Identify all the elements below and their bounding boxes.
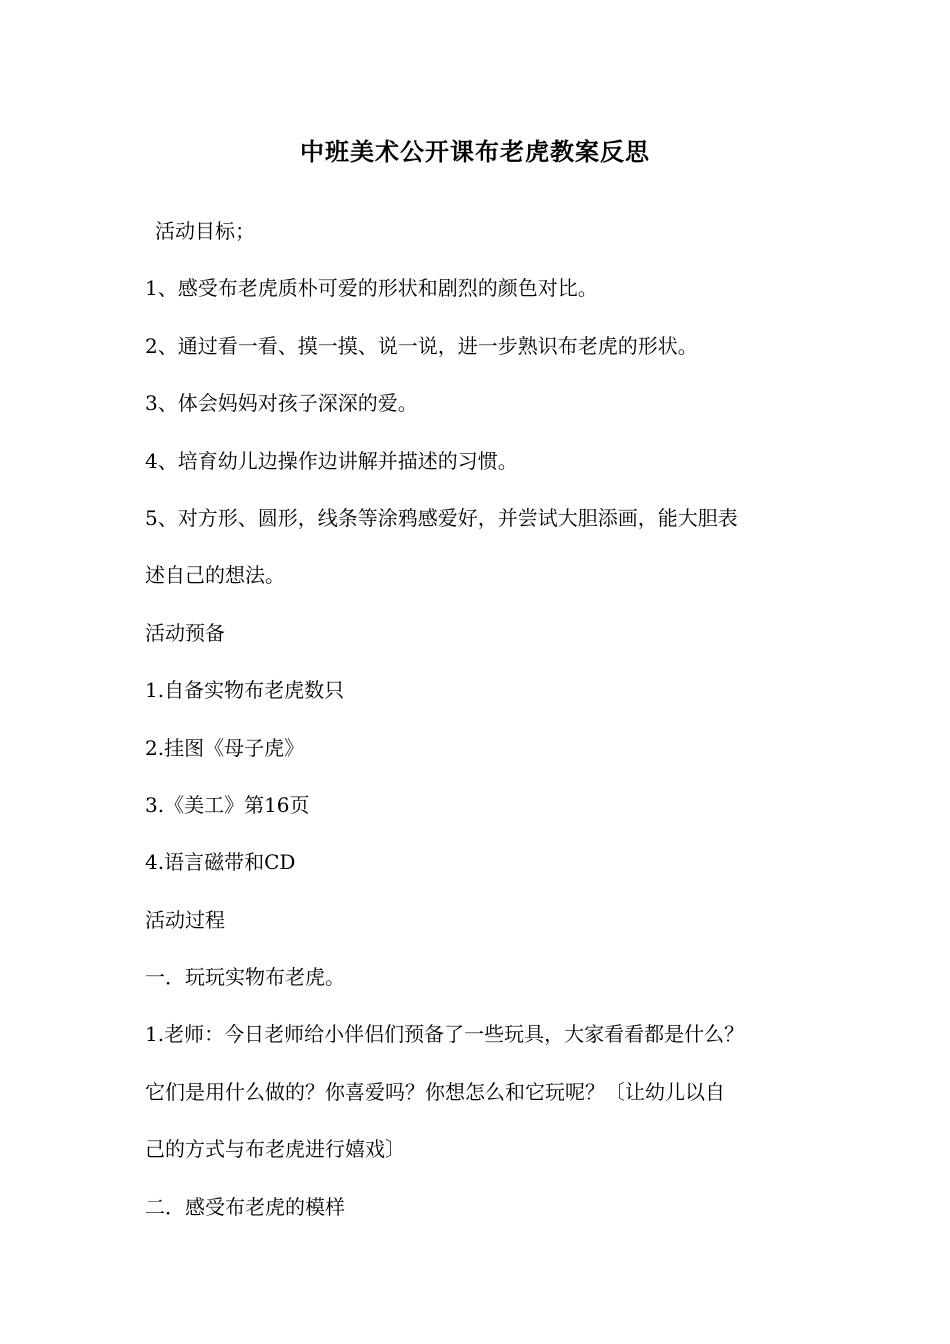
goal-item-5: 5、对方形、圆形，线条等涂鸦感爱好，并尝试大胆添画，能大胆表 <box>145 505 738 530</box>
preparation-item-2: 2.挂图《母子虎》 <box>145 735 305 760</box>
preparation-item-3: 3.《美工》第16页 <box>145 792 310 817</box>
document-body <box>145 203 810 1236</box>
process-step-2-heading: 二．感受布老虎的模样 <box>145 1194 345 1219</box>
process-step-1-paragraph-continued: 它们是用什么做的？你喜爱吗？你想怎么和它玩呢？〔让幼儿以自 <box>145 1079 725 1104</box>
goal-item-5-continued: 述自己的想法。 <box>145 563 285 588</box>
section-heading-goals: 活动目标； <box>155 219 255 243</box>
process-step-1-paragraph-end: 己的方式与布老虎进行嬉戏〕 <box>145 1137 405 1162</box>
preparation-item-1: 1.自备实物布老虎数只 <box>145 678 345 703</box>
process-step-1-paragraph: 1.老师：今日老师给小伴侣们预备了一些玩具，大家看看都是什么？ <box>145 1022 745 1047</box>
process-step-1-heading: 一．玩玩实物布老虎。 <box>145 965 345 990</box>
goal-item-2: 2、通过看一看、摸一摸、说一说，进一步熟识布老虎的形状。 <box>145 333 698 358</box>
goal-item-4: 4、培育幼儿边操作边讲解并描述的习惯。 <box>145 448 518 473</box>
goal-item-3: 3、体会妈妈对孩子深深的爱。 <box>145 391 418 416</box>
goal-item-1: 1、感受布老虎质朴可爱的形状和剧烈的颜色对比。 <box>145 276 598 301</box>
section-heading-process: 活动过程 <box>145 907 225 932</box>
section-heading-preparation: 活动预备 <box>145 620 225 645</box>
document-title: 中班美术公开课布老虎教案反思 <box>300 137 650 166</box>
preparation-item-4: 4.语言磁带和CD <box>145 850 296 875</box>
